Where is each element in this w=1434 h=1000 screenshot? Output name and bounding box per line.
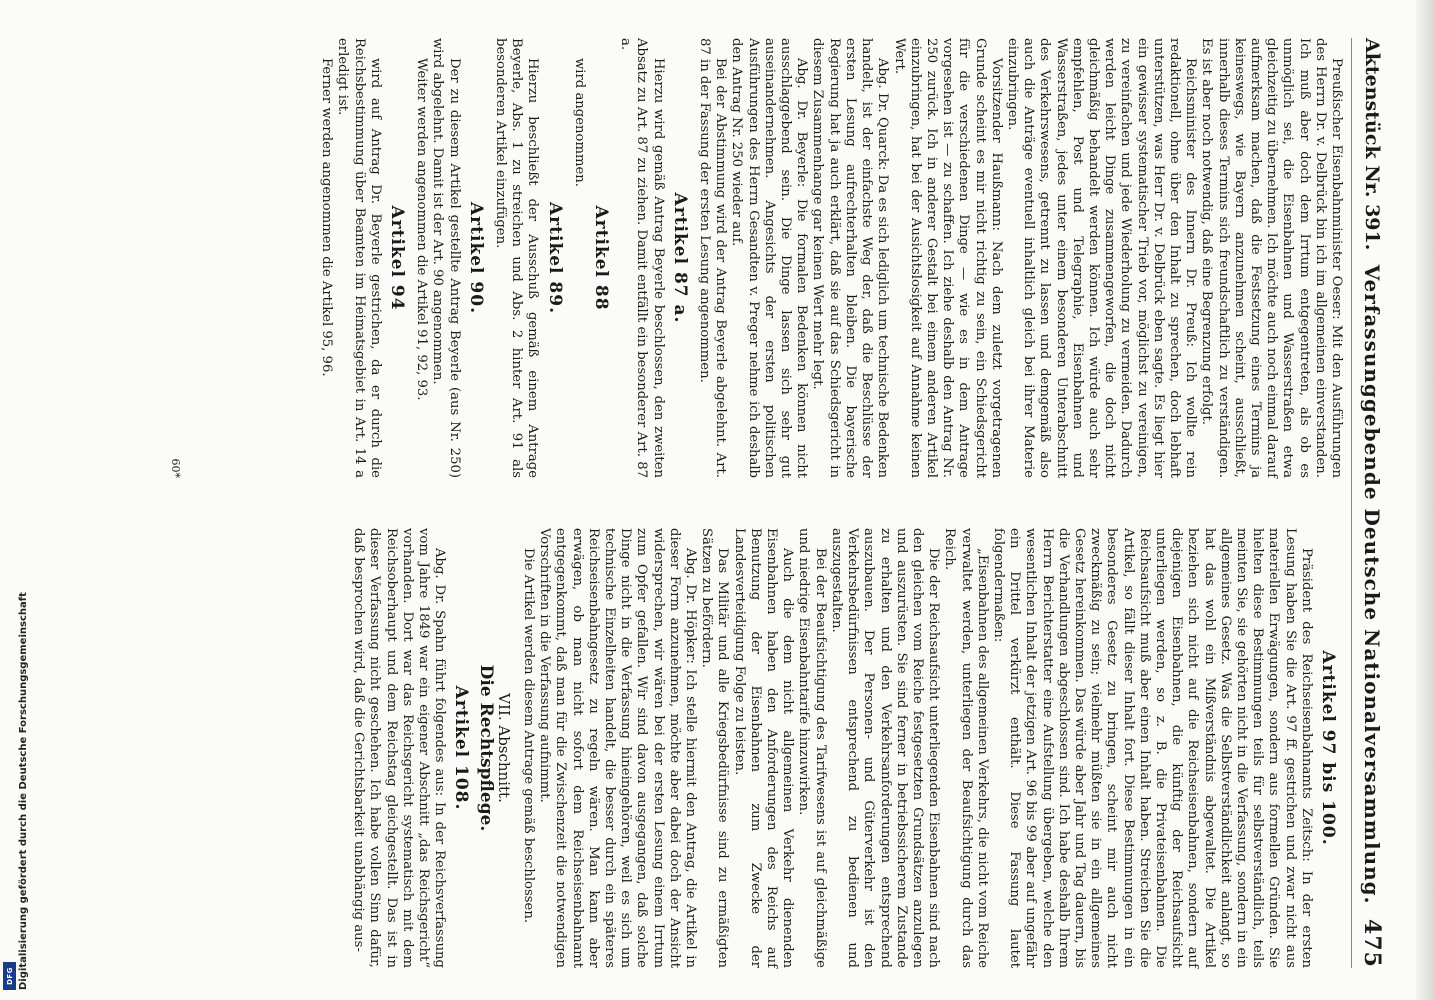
paragraph: Die Artikel werden diesem Antrage gemäß beschlossen. [521,548,537,924]
section-heading: Artikel 108. [451,685,472,811]
section-heading: Artikel 87 a. [669,192,690,324]
paragraph: Abg. Dr. Spahn führt folgendes aus: In der Reichsverfassung vom Jahre 1849 war ein eigener Abschnitt „das Reichsgericht“ vorhanden. Dort war das Reichsgericht systematisch mit dem Reichsoberhaupt und dem Reichstag gleichgestellt. Das ist in dieser Verfassung nicht geschehen. Ich habe vollen Sinn dafür, daß besprochen wird, daß die Gerichtsbarkeit unabhängig aus- [351,528,448,968]
page-edge [1416,0,1434,1000]
section-heading: VII. Abschnitt. [494,693,513,803]
paragraph: Weiter werden angenommen die Artikel 91, 92, 93. [414,58,430,401]
paragraph: Hierzu beschließt der Ausschuß gemäß einem Antrage Beyerle, Abs. 1 zu streichen und Abs. 2 hinter Art. 91 als besonderen Artikel einzufügen. [493,38,541,478]
section-heading: Artikel 94 [387,205,408,311]
section-heading: Die Rechtspflege. [475,664,496,832]
paragraph: Das Militär und alle Kriegsbedürfnisse sind zu ermäßigten Sätzen zu befördern. [699,528,731,968]
section-heading: Artikel 97 bis 100. [1318,650,1338,846]
paragraph: Abg. Dr. Höpker: Ich stelle hiermit den Antrag, die Artikel in dieser Form anzunehmen, möchte aber dabei doch der Ansicht widersprechen, wir wären bei der ersten Lesung einem Irrtum zum Opfer gefallen. Wir sind davon ausgegangen, daß solche Dinge nicht in die Verfassung hineingehören, weil es sich um technische Einzelheiten handelt, die besser durch ein späteres Reichseisenbahngesetz zu regeln wären. Man kann aber erwägen, ob man nicht sofort dem Reichseisenbahnamt entgegenkommt, daß man für die Zwischenzeit die notwendigen Vorschriften in die Verfassung aufnimmt. [537,528,699,968]
paragraph: Vorsitzender Haußmann: Nach dem zuletzt vorgetragenen Grunde scheint es mir nicht richtig zu sein, ein Schiedsgericht für die verschiedenen Dinge — wie es in dem Antrage vorgesehen ist — zu schaffen. Ich ziehe deshalb den Antrag Nr. 250 zurück. Ich in anderer Gestalt bei einem anderen Artikel einzubringen, hat bei der Ausichtslosigkeit auf Annahme keinen Wert. [891,38,1004,478]
paragraph: „Eisenbahnen des allgemeinen Verkehrs, die nicht vom Reiche verwaltet werden, unterliegen der Beaufsichtigung durch das Reich. [942,528,990,968]
acts-number: Aktenstück Nr. 391. [1361,38,1383,251]
paragraph: Bei der Beaufsichtigung des Tarifwesens ist auf gleichmäßige und niedrige Eisenbahntarife hinzuwirken. [796,528,828,968]
paragraph: wird auf Antrag Dr. Beyerle gestrichen, da er durch die Reichsbestimmung über Beamten im Heimatsgebiet in Art. 14 a erledigt ist. [335,38,383,478]
paragraph: Abg. Dr. Beyerle: Die formalen Bedenken können nicht ausschlaggebend sein. Die Dinge lassen sich sehr gut auseinandernehmen. Angesichts der ersten politischen Ausführungen des Herrn Gesandten v. Preger nehme ich deshalb den Antrag Nr. 250 wieder auf. [729,38,810,478]
page-title: Verfassunggebende Deutsche Nationalversammlung. [1360,264,1384,905]
section-heading: Artikel 90. [465,201,486,314]
paragraph: Hierzu wird gemäß Antrag Beyerle beschlossen, den zweiten Absatz zu Art. 87 zu ziehen. Damit entfällt ein besonderer Art. 87 a. [618,38,666,478]
paragraph: wird angenommen. [571,58,587,187]
section-heading: Artikel 89. [544,201,565,314]
paragraph: Reichsminister des Innern Dr. Preuß: Ich wollte rein redaktionell, ohne über den Inhalt zu sprechen, doch lebhaft unterstützen, was Herr Dr. v. Delbrück eben sagte. Es liegt hier ein gewisser systematischer Trieb vor, möglichst zu vereinigen, zu vereinfachen und jede Wiederholung zu vermeiden. Dadurch werden leicht Dinge zusammengeworfen, die doch nicht gleichmäßig behandelt werden können. Ich würde auch sehr empfehlen, Post und Telegraphie, Eisenbahnen und Wasserstraßen, jedes unter einem besonderen Unterabschnitt des Verkehrswesens, getrennt zu lassen und demgemäß also auch die Anträge eventuell inhaltlich gleich bei ihrer Materie einzubringen. [1004,38,1199,478]
paragraph: Bei der Abstimmung wird der Antrag Beyerle abgelehnt. Art. 87 in der Fassung der ersten Lesung angenommen. [697,38,729,478]
page-header [1351,38,1392,968]
signature-mark: 60* [169,458,182,478]
page-number: 475 [1359,919,1385,968]
left-text-column [350,528,1344,968]
paragraph: Präsident des Reichseisenbahnamts Zeitsch: In der ersten Lesung haben Sie die Art. 97 ff. gestrichen und zwar nicht aus materiellen Erwägungen, sondern aus formellen Gründen. Sie hielten diese Bestimmungen teils für selbstverständlich, teils meinten Sie, sie gehörten nicht in die Verfassung, sondern in ein allgemeines Gesetz. Was die Selbstverständlichkeit anlangt, so hat das wohl ein Mißverständnis abgewaltet. Die Artikel beziehen sich nicht auf die Reichseisenbahnen, sondern auf diejenigen Eisenbahnen, die künftig der Reichsaufsicht unterliegen werden, so z. B. die Privateisenbahnen. Die Reichsaufsicht muß aber einen Inhalt haben. Streichen Sie die Artikel, so fällt dieser Inhalt fort. Diese Bestimmungen in ein besonderes Gesetz zu bringen, scheint mir auch nicht zweckmäßig zu sein; vielmehr müßten sie in ein allgemeines Gesetz hereinkommen. Das würde aber Jahr und Tag dauern, bis die Verhandlungen abgeschlossen sind. Ich habe deshalb Ihrem Herrn Berichterstatter eine Aufstellung übergeben, welche den wesentlichen Inhalt der jetzigen Art. 96 bis 99 aber auf ungefähr ein Drittel verkürzt enthält. Diese Fassung lautet folgendermaßen: [990,528,1314,968]
section-heading: Artikel 88 [591,205,612,311]
paragraph: Die der Reichsaufsicht unterliegenden Eisenbahnen sind nach den gleichen vom Reiche festgesetzten Grundsätzen anzulegen und auszurüsten. Sie sind ferner in betriebssicherem Zustande zu erhalten und den Verkehrsanforderungen entsprechend auszubauen. Der Personen- und Güterverkehr ist den Verkehrsbedürfnissen entsprechend zu bedienen und auszugestalten. [828,528,942,968]
paragraph: Auch die dem nicht allgemeinen Verkehr dienenden Eisenbahnen haben den Anforderungen des Reichs auf Benutzung der Eisenbahnen zum Zwecke der Landesverteidigung Folge zu leisten. [731,528,796,968]
right-text-column [318,38,1344,478]
paragraph: Abg. Dr. Quarck: Da es sich lediglich um technische Bedenken handelt, ist der einfachste Weg der, daß die Beschlüsse der ersten Lesung aufrechterhalten bleiben. Die bayerische Regierung hat ja auch erklärt, daß sie auf das Schiedsgericht in diesem Zusammenhange gar keinen Wert mehr legt. [810,38,891,478]
paragraph: Der zu diesem Artikel gestellte Antrag Beyerle (aus Nr. 250) wird abgelehnt. Damit ist der Art. 90 angenommen. [430,38,462,478]
digitization-sidebar [0,0,29,1000]
paragraph: Ferner werden angenommen die Artikel 95, 96. [319,58,335,377]
dfg-logo: DFG [3,962,16,990]
paragraph: Preußischer Eisenbahnminister Oeser: Mit den Ausführungen des Herrn Dr. v. Delbrück bin ich im allgemeinen einverstanden. Ich muß aber doch dem Irrtum entgegentreten, als ob es unmöglich sei, die Eisenbahnen und Wasserstraßen etwa gleichzeitig zu übernehmen. Ich möchte auch noch einmal darauf aufmerksam machen, daß die Festsetzung eines Termins ja keineswegs, wie Bayern anzunehmen scheint, ausschließt, innerhalb dieses Termins sich freundschaftlich zu verständigen. Es ist aber noch notwendig, daß eine Begrenzung erfolgt. [1199,38,1344,478]
funding-credit: Digitalisierung gefördert durch die Deutsche Forschungsgemeinschaft [18,592,29,990]
rotated-page-content [52,38,1392,968]
